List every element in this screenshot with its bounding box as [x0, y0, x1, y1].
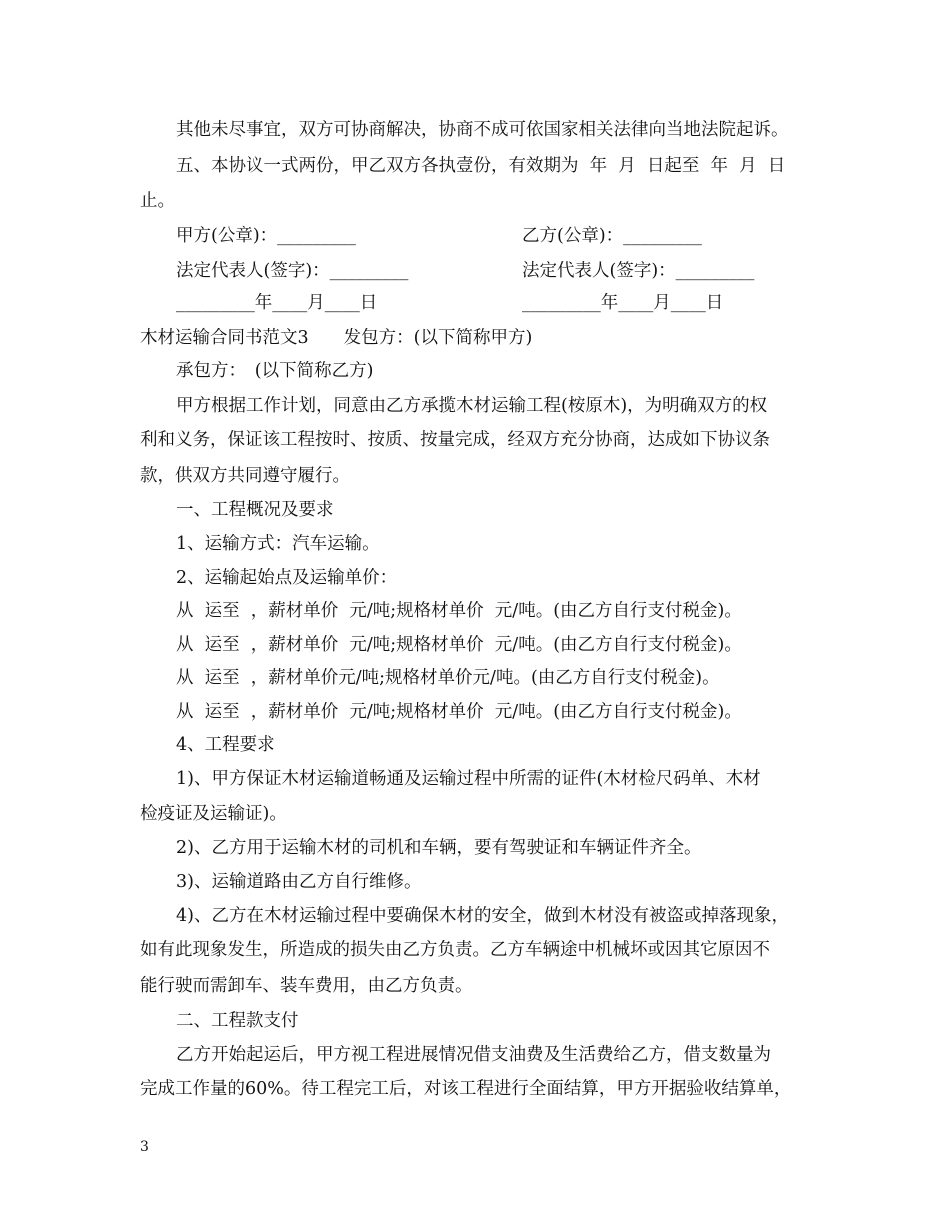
paragraph-line: 1、运输方式：汽车运输。	[176, 534, 380, 554]
paragraph-line: 款，供双方共同遵守履行。	[140, 466, 350, 486]
paragraph-line: 止。	[140, 191, 175, 211]
party-a-date: _________年____月____日	[176, 293, 378, 313]
paragraph-line: 承包方： (以下简称乙方)	[176, 361, 374, 381]
paragraph-line: 1)、甲方保证木材运输道畅通及运输过程中所需的证件(木材检尺码单、木材	[176, 769, 761, 789]
paragraph-line: 2、运输起始点及运输单价：	[176, 568, 398, 588]
rate-line: 从 运至 ，薪材单价 元/吨;规格材单价 元/吨。(由乙方自行支付税金)。	[176, 601, 742, 621]
paragraph-line: 3)、运输道路由乙方自行维修。	[176, 872, 422, 892]
clause-heading: 一、工程概况及要求	[176, 500, 334, 520]
clause-heading: 二、工程款支付	[176, 1011, 299, 1031]
party-a-representative: 法定代表人(签字)：_________	[176, 261, 409, 281]
paragraph-line: 4)、乙方在木材运输过程中要确保木材的安全，做到木材没有被盗或掉落现象，	[176, 906, 789, 926]
paragraph-line: 其他未尽事宜，双方可协商解决，协商不成可依国家相关法律向当地法院起诉。	[176, 120, 789, 140]
paragraph-line: 如有此现象发生，所造成的损失由乙方负责。乙方车辆途中机械坏或因其它原因不	[140, 940, 770, 960]
paragraph-line: 完成工作量的60%。待工程完工后，对该工程进行全面结算，甲方开据验收结算单，	[140, 1079, 792, 1099]
paragraph-line: 能行驶而需卸车、装车费用，由乙方负责。	[140, 976, 473, 996]
rate-line: 从 运至 ，薪材单价 元/吨;规格材单价 元/吨。(由乙方自行支付税金)。	[176, 702, 742, 722]
rate-line: 从 运至 ，薪材单价 元/吨;规格材单价 元/吨。(由乙方自行支付税金)。	[176, 635, 742, 655]
party-a-seal: 甲方(公章)：_________	[176, 226, 356, 246]
paragraph-line: 2)、乙方用于运输木材的司机和车辆，要有驾驶证和车辆证件齐全。	[176, 838, 702, 858]
paragraph-line: 乙方开始起运后，甲方视工程进展情况借支油费及生活费给乙方，借支数量为	[176, 1045, 771, 1065]
page-number: 3	[140, 1139, 149, 1155]
section-heading: 木材运输合同书范文3 发包方：(以下简称甲方)	[140, 328, 533, 348]
paragraph-line: 甲方根据工作计划，同意由乙方承揽木材运输工程(桉原木)，为明确双方的权	[176, 396, 768, 416]
paragraph-line: 检疫证及运输证)。	[140, 804, 287, 824]
party-b-date: _________年____月____日	[522, 293, 724, 313]
clause-heading: 4、工程要求	[176, 735, 275, 755]
party-b-seal: 乙方(公章)：_________	[522, 226, 702, 246]
party-b-representative: 法定代表人(签字)：_________	[522, 261, 755, 281]
paragraph-line: 利和义务，保证该工程按时、按质、按量完成，经双方充分协商，达成如下协议条	[140, 430, 770, 450]
rate-line: 从 运至 ，薪材单价元/吨;规格材单价元/吨。(由乙方自行支付税金)。	[176, 668, 720, 688]
paragraph-line: 五、本协议一式两份，甲乙双方各执壹份，有效期为 年 月 日起至 年 月 日	[176, 156, 786, 176]
